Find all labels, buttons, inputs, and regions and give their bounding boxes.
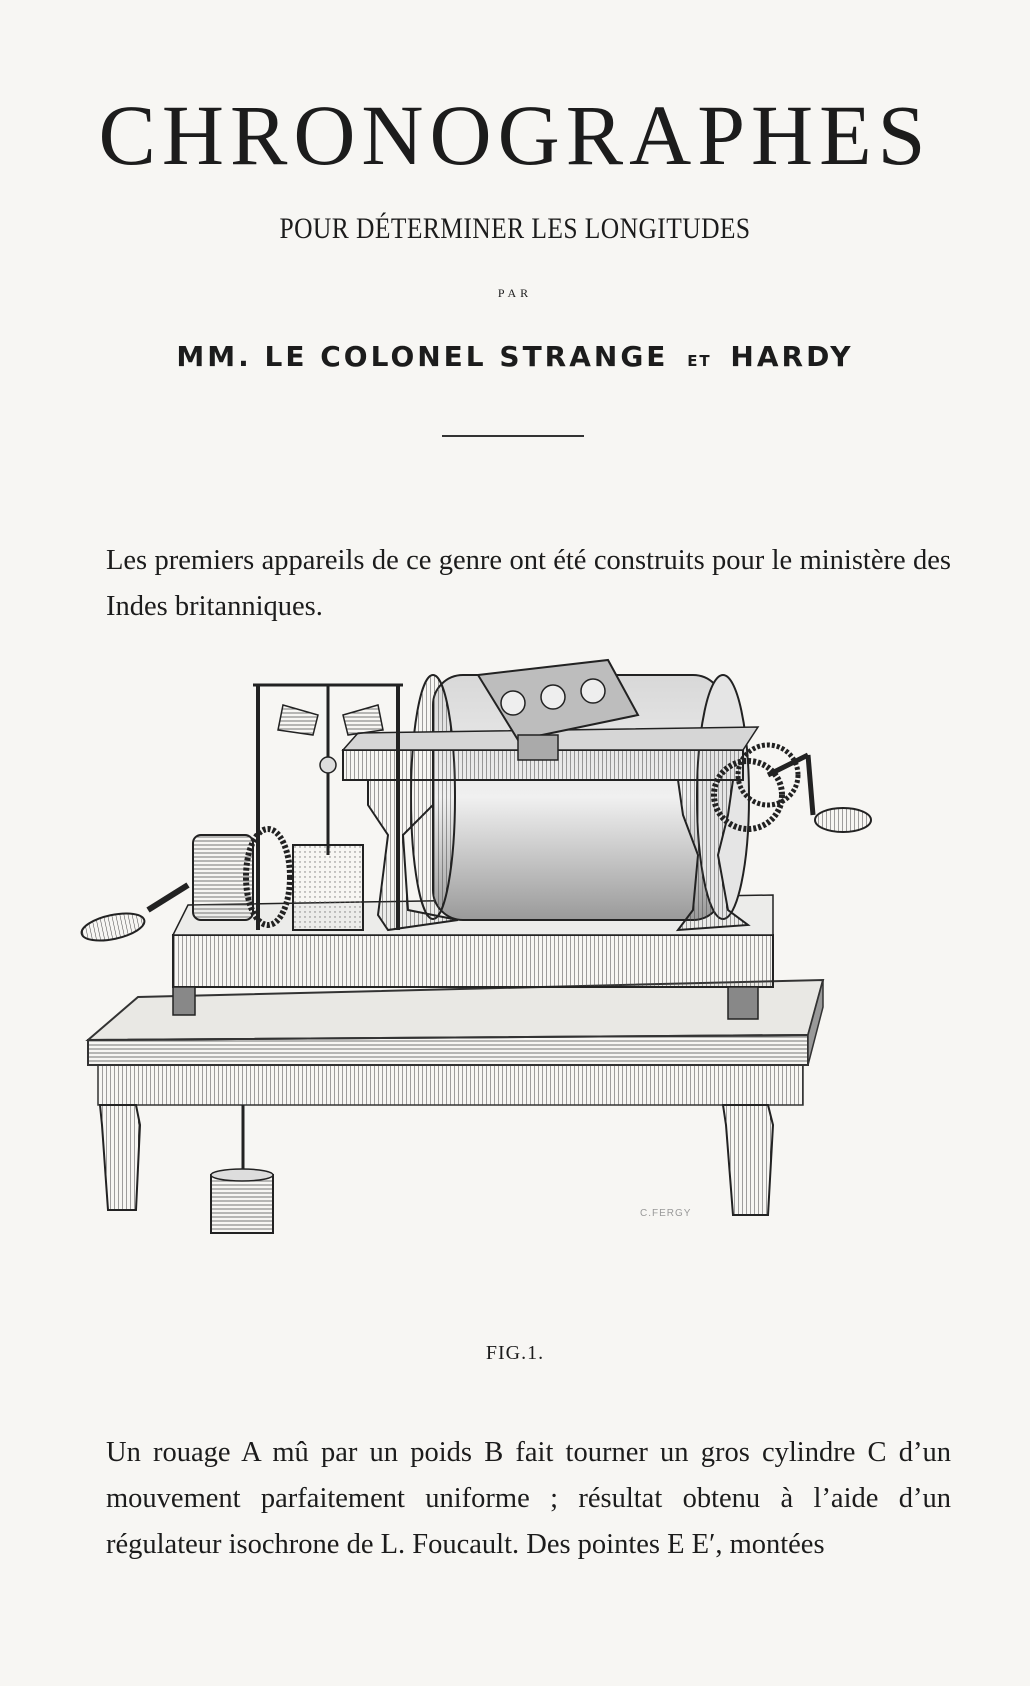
- chronograph-illustration: [78, 655, 968, 1335]
- byline-par: PAR: [497, 286, 533, 300]
- page-subtitle: POUR DÉTERMINER LES LONGITUDES: [279, 212, 751, 245]
- authors-line: [0, 340, 1030, 373]
- engraver-signature: C.FERGY: [640, 1208, 692, 1219]
- authors-suffix: HARDY: [730, 340, 854, 373]
- authors-et: ET: [687, 352, 712, 370]
- figure-caption: FIG.1.: [485, 1342, 545, 1364]
- intro-paragraph: Les premiers appareils de ce genre ont été construits pour le ministère des Indes britanniques.: [106, 545, 951, 622]
- page-title: CHRONOGRAPHES: [98, 87, 932, 183]
- body-paragraph: Un rouage A mû par un poids B fait tourner un gros cylindre C d’un mouvement parfaitement uniforme ; résultat obtenu à l’aide d’un régulateur isochrone de L. Foucault. Des pointes E E′, montées: [106, 1437, 951, 1560]
- divider-rule: [442, 435, 584, 437]
- authors-prefix: MM. LE COLONEL STRANGE: [176, 340, 669, 373]
